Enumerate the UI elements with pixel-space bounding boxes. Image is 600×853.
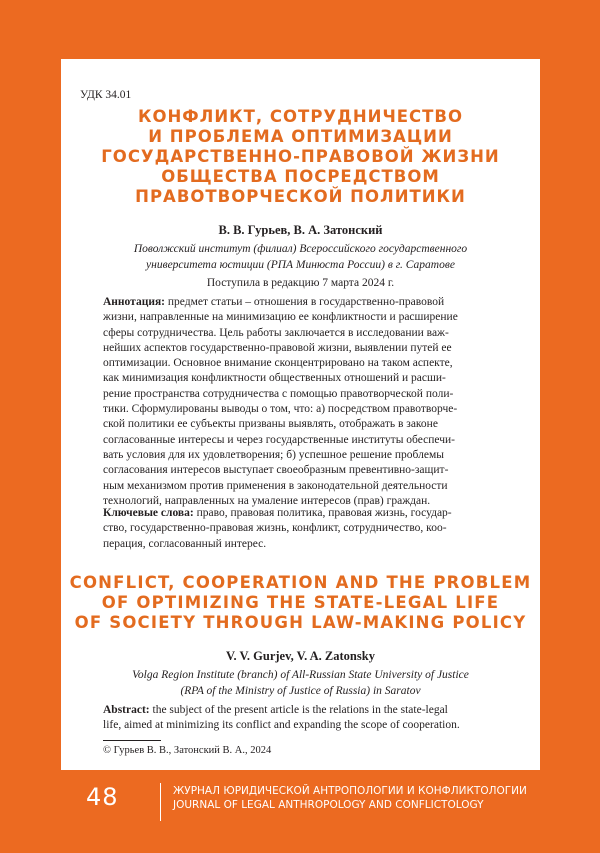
en-abstract-line: the subject of the present article is the relations in the state-legal xyxy=(152,704,448,716)
footer-divider xyxy=(160,783,161,821)
ru-affiliation xyxy=(61,241,540,273)
en-affiliation-line: (RPA of the Ministry of Justice of Russia) in Saratov xyxy=(180,685,421,697)
ru-keywords xyxy=(103,506,522,552)
footnote-divider xyxy=(103,740,161,741)
ru-abstract-line: вать условия для их удовлетворения; б) успешное решение проблемы xyxy=(103,448,444,461)
ru-abstract-line: оптимизации. Основное внимание сконцентрировано на таком аспекте, xyxy=(103,357,453,370)
ru-keywords-label: Ключевые слова: xyxy=(103,507,194,519)
ru-abstract-line: предмет статьи – отношения в государственно-правовой xyxy=(167,296,445,308)
ru-affiliation-line: Поволжский институт (филиал) Всероссийского государственного xyxy=(133,243,468,255)
ru-abstract-line: ской политики ее субъекты призваны выявлять, отображать в законе xyxy=(103,418,438,431)
ru-affiliation-line: университета юстиции (РПА Минюста России) в г. Саратове xyxy=(146,259,455,271)
ru-abstract-line: согласования интересов выступает своеобразным превентивно-защит- xyxy=(103,464,449,477)
journal-name-ru: ЖУРНАЛ ЮРИДИЧЕСКОЙ АНТРОПОЛОГИИ И КОНФЛИКТОЛОГИИ xyxy=(173,785,527,797)
ru-title-line: КОНФЛИКТ, СОТРУДНИЧЕСТВО xyxy=(137,107,464,126)
page-number: 48 xyxy=(86,783,119,811)
journal-name-en: JOURNAL OF LEGAL ANTHROPOLOGY AND CONFLICTOLOGY xyxy=(173,799,484,811)
ru-abstract-line: как минимизация конфликтности общественных отношений и расши- xyxy=(103,372,446,385)
ru-title-line: ПРАВОТВОРЧЕСКОЙ ПОЛИТИКИ xyxy=(135,187,466,206)
ru-keywords-line: ство, государственно-правовая жизнь, конфликт, сотрудничество, коо- xyxy=(103,522,447,535)
ru-keywords-line: право, правовая политика, правовая жизнь, государ- xyxy=(196,507,452,519)
ru-abstract-line: согласованные интересы и через государственные институты обеспечи- xyxy=(103,433,455,446)
journal-name xyxy=(173,784,527,812)
ru-abstract-line: рение пространства сотрудничества с помощью правотворческой поли- xyxy=(103,387,454,400)
ru-abstract-line: ным механизмом против применения в законодательной деятельности xyxy=(103,479,448,492)
en-title-line: CONFLICT, COOPERATION AND THE PROBLEM xyxy=(69,573,532,592)
ru-title-line: И ПРОБЛЕМА ОПТИМИЗАЦИИ xyxy=(148,127,453,146)
ru-title-line: ГОСУДАРСТВЕННО-ПРАВОВОЙ ЖИЗНИ xyxy=(101,147,500,166)
en-affiliation xyxy=(61,667,540,699)
en-abstract-line: life, aimed at minimizing its conflict and expanding the scope of cooperation. xyxy=(103,719,460,732)
ru-abstract xyxy=(103,295,522,509)
ru-authors: В. В. Гурьев, В. А. Затонский xyxy=(218,223,383,237)
en-abstract-label: Abstract: xyxy=(103,704,150,716)
ru-title-line: ОБЩЕСТВА ПОСРЕДСТВОМ xyxy=(161,167,440,186)
ru-article-title xyxy=(61,107,540,207)
ru-abstract-label: Аннотация: xyxy=(103,296,165,308)
ru-abstract-line: сферы сотрудничества. Цель работы заключается в исследовании важ- xyxy=(103,326,449,339)
en-title-line: OF OPTIMIZING THE STATE-LEGAL LIFE xyxy=(101,593,500,612)
en-authors: V. V. Gurjev, V. A. Zatonsky xyxy=(226,649,375,663)
ru-keywords-line: перация, согласованный интерес. xyxy=(103,537,267,550)
copyright-footnote: © Гурьев В. В., Затонский В. А., 2024 xyxy=(103,745,272,756)
en-article-title xyxy=(61,573,540,633)
received-date: Поступила в редакцию 7 марта 2024 г. xyxy=(206,277,395,289)
udc-code: УДК 34.01 xyxy=(80,89,132,101)
ru-abstract-line: тики. Сформулированы выводы о том, что: а) посредством правотворче- xyxy=(103,403,458,416)
page-sheet xyxy=(61,59,540,770)
ru-abstract-line: нейших аспектов государственно-правовой жизни, выявлении путей ее xyxy=(103,341,452,354)
ru-abstract-line: технологий, направленных на умаление интересов (прав) граждан. xyxy=(103,494,431,507)
en-title-line: OF SOCIETY THROUGH LAW-MAKING POLICY xyxy=(74,613,527,632)
en-abstract xyxy=(103,703,522,734)
en-affiliation-line: Volga Region Institute (branch) of All-Russian State University of Justice xyxy=(132,669,469,681)
ru-abstract-line: жизни, направленные на минимизацию ее конфликтности и расширение xyxy=(103,311,458,324)
